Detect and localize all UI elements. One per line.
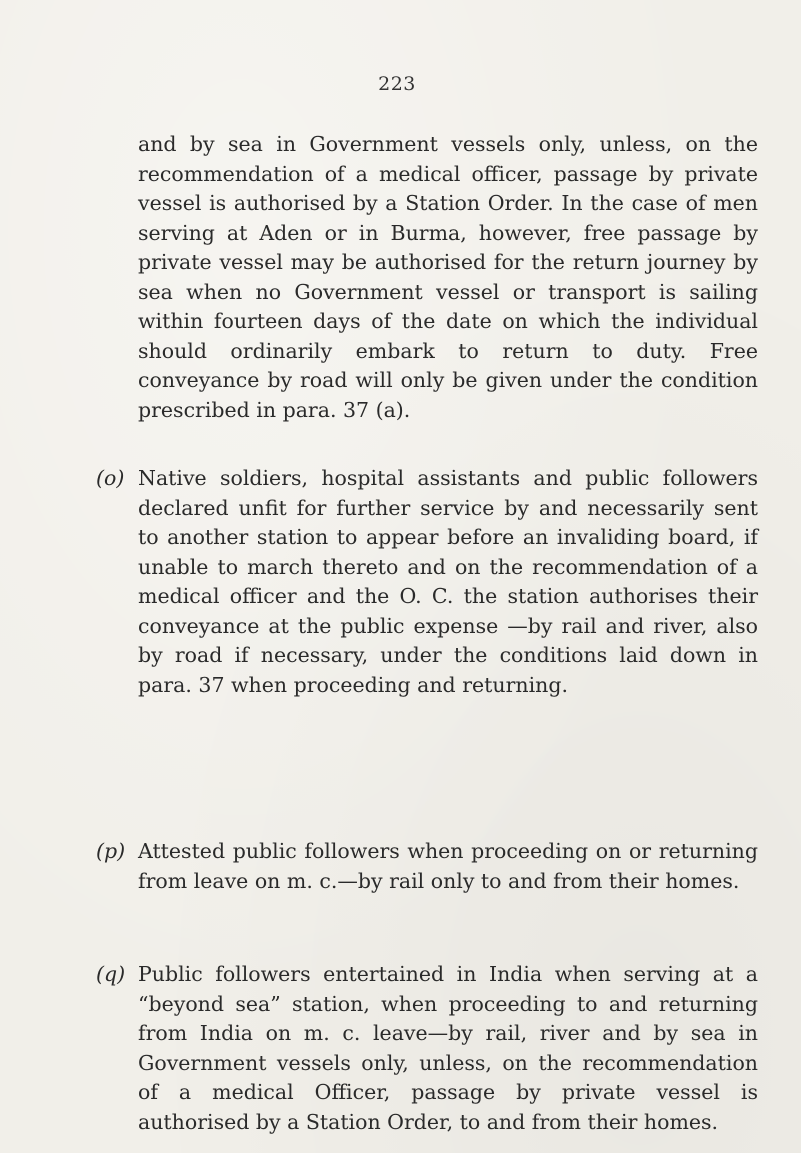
clause-marker: (q) (96, 962, 126, 986)
page-number: 223 (378, 73, 416, 95)
clause-text: Public followers entertained in India when serving at a “beyond sea” station, when proceeding to and returning from India on m. c. leave—by rail, river and by sea in Government vessels only, unless, on the recommendation of a medical Officer, passage by private vessel is authorised by a Station Order, to and from their homes. (138, 962, 758, 1134)
clause-marker: (p) (96, 839, 126, 863)
clause-text: Native soldiers, hospital assistants and public followers declared unfit for further service by and necessarily sent to another station to appear before an invaliding board, if unable to march thereto and on the recommendation of a medical officer and the O. C. the station authorises their conveyance at the public expense —by rail and river, also by road if necessary, under the conditions laid down in para. 37 when proceeding and returning. (138, 466, 758, 697)
intro-paragraph: and by sea in Government vessels only, unless, on the recommendation of a medical officer, passage by private vessel is authorised by a Station Order. In the case of men serving at Aden or in Burma, however, free passage by private vessel may be authorised for the return journey by sea when no Government vessel or transport is sailing within fourteen days of the date on which the individual should ordinarily embark to return to duty. Free conveyance by road will only be given under the condition prescribed in para. 37 (a). (138, 132, 758, 422)
clause-text: Attested public followers when proceeding on or returning from leave on m. c.—by rail only to and from their homes. (138, 839, 758, 893)
clause-marker: (o) (96, 466, 125, 490)
